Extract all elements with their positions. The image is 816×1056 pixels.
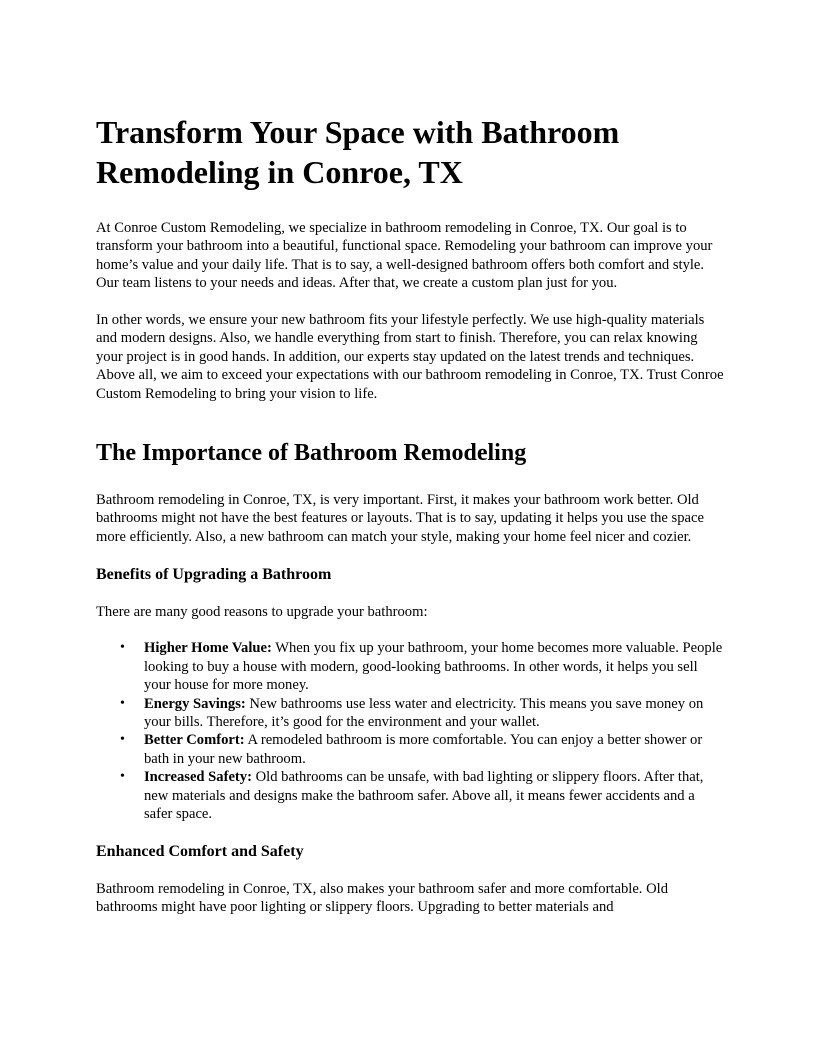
bullet-icon: •	[120, 769, 125, 785]
comfort-heading: Enhanced Comfort and Safety	[96, 842, 304, 860]
benefits-list	[96, 639, 724, 823]
bullet-icon: •	[120, 640, 125, 656]
bullet-icon: •	[120, 732, 125, 748]
list-item-text: New bathrooms use less water and electricity. This means you save money on your bills. Therefore, it’s good for the environment and your wallet.	[144, 695, 704, 731]
importance-heading: The Importance of Bathroom Remodeling	[96, 440, 527, 467]
list-item-term: Better Comfort:	[144, 732, 245, 749]
list-item	[120, 639, 724, 694]
list-item	[120, 695, 724, 732]
bullet-icon: •	[120, 695, 125, 711]
list-item	[120, 768, 724, 823]
benefits-heading: Benefits of Upgrading a Bathroom	[96, 565, 332, 583]
list-item-text: Old bathrooms can be unsafe, with bad lighting or slippery floors. After that, new materials and designs make the bathroom safer. Above all, it means fewer accidents and a safer space.	[144, 769, 704, 823]
document-page	[96, 112, 724, 935]
intro-paragraph-2: In other words, we ensure your new bathroom fits your lifestyle perfectly. We use high-quality materials and modern designs. Also, we handle everything from start to finish. Therefore, you can relax knowing your project is in good hands. In addition, our experts stay updated on the latest trends and techniques. Above all, we aim to exceed your expectations with our bathroom remodeling in Conroe, TX. Trust Conroe Custom Remodeling to bring your vision to life.	[96, 312, 724, 402]
list-item-text: When you fix up your bathroom, your home becomes more valuable. People looking to buy a house with modern, good-looking bathrooms. In other words, it helps you sell your house for more money.	[144, 640, 723, 694]
list-item-text: A remodeled bathroom is more comfortable. You can enjoy a better shower or bath in your new bathroom.	[144, 732, 703, 767]
list-item-term: Energy Savings:	[144, 695, 246, 712]
benefits-lead: There are many good reasons to upgrade your bathroom:	[96, 603, 428, 620]
page-title: Transform Your Space with Bathroom Remodeling in Conroe, TX	[96, 114, 620, 190]
intro-paragraph-1: At Conroe Custom Remodeling, we specialize in bathroom remodeling in Conroe, TX. Our goal is to transform your bathroom into a beautiful, functional space. Remodeling your bathroom can improve your home’s value and your daily life. That is to say, a well-designed bathroom offers both comfort and style. Our team listens to your needs and ideas. After that, we create a custom plan just for you.	[96, 220, 713, 292]
list-item	[120, 731, 724, 768]
list-item-term: Increased Safety:	[144, 769, 252, 786]
importance-paragraph: Bathroom remodeling in Conroe, TX, is very important. First, it makes your bathroom work better. Old bathrooms might not have the best features or layouts. That is to say, updating it helps you use the space more efficiently. Also, a new bathroom can match your style, making your home feel nicer and cozier.	[96, 492, 704, 545]
list-item-term: Higher Home Value:	[144, 640, 272, 657]
comfort-paragraph: Bathroom remodeling in Conroe, TX, also makes your bathroom safer and more comfortable. Old bathrooms might have poor lighting or slippery floors. Upgrading to better materials and	[96, 880, 668, 915]
